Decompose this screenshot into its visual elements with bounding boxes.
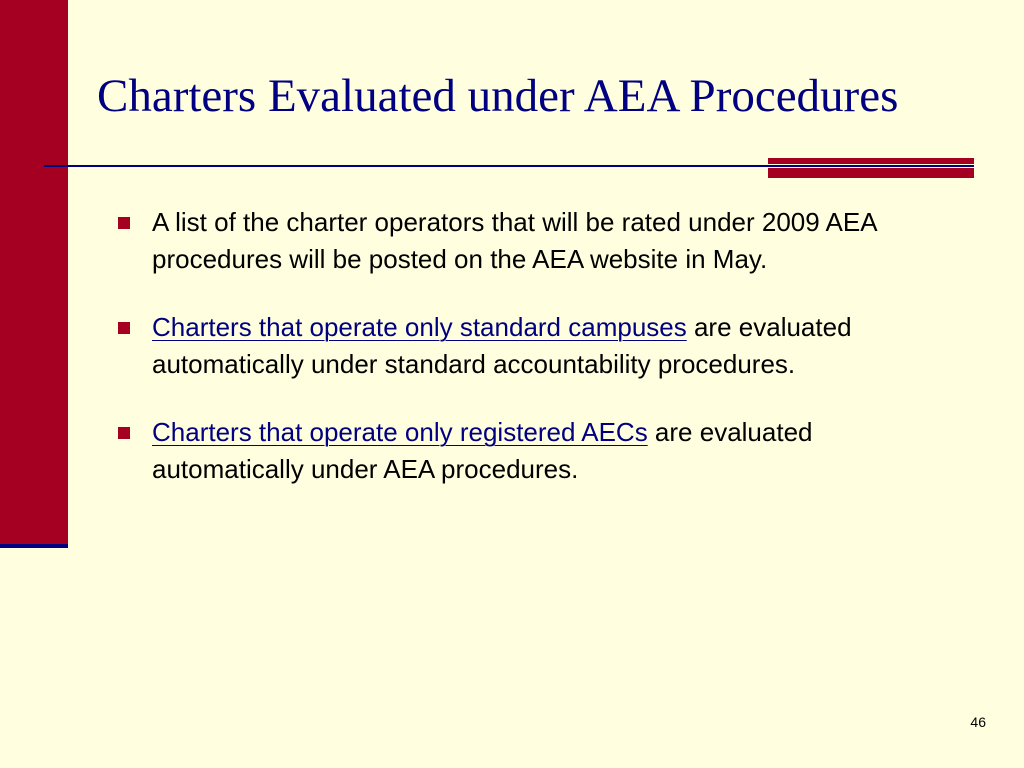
left-accent-band — [0, 0, 68, 544]
square-bullet-icon — [118, 217, 130, 229]
slide-title: Charters Evaluated under AEA Procedures — [97, 70, 899, 122]
bullet-text: A list of the charter operators that will be rated under 2009 AEA procedures will be posted on the AEA website in May. — [152, 207, 877, 274]
title-rule-red-top — [768, 158, 974, 164]
standard-campuses-link[interactable]: Charters that operate only standard campuses — [152, 312, 687, 342]
registered-aecs-link[interactable]: Charters that operate only registered AECs — [152, 417, 648, 447]
bullet-item-standard-campuses — [115, 309, 945, 383]
title-rule-navy — [44, 165, 974, 167]
left-band-rule — [0, 544, 68, 548]
square-bullet-icon — [118, 322, 130, 334]
bullet-text: are evaluated automatically under AEA procedures. — [152, 417, 813, 484]
square-bullet-icon — [118, 427, 130, 439]
bullet-text: are evaluated automatically under standard accountability procedures. — [152, 312, 852, 379]
page-number: 46 — [970, 714, 986, 730]
bullet-list — [115, 204, 945, 519]
bullet-item-registered-aecs — [115, 414, 945, 488]
title-rule-red-bottom — [768, 168, 974, 178]
bullet-item-charter-list — [115, 204, 945, 278]
